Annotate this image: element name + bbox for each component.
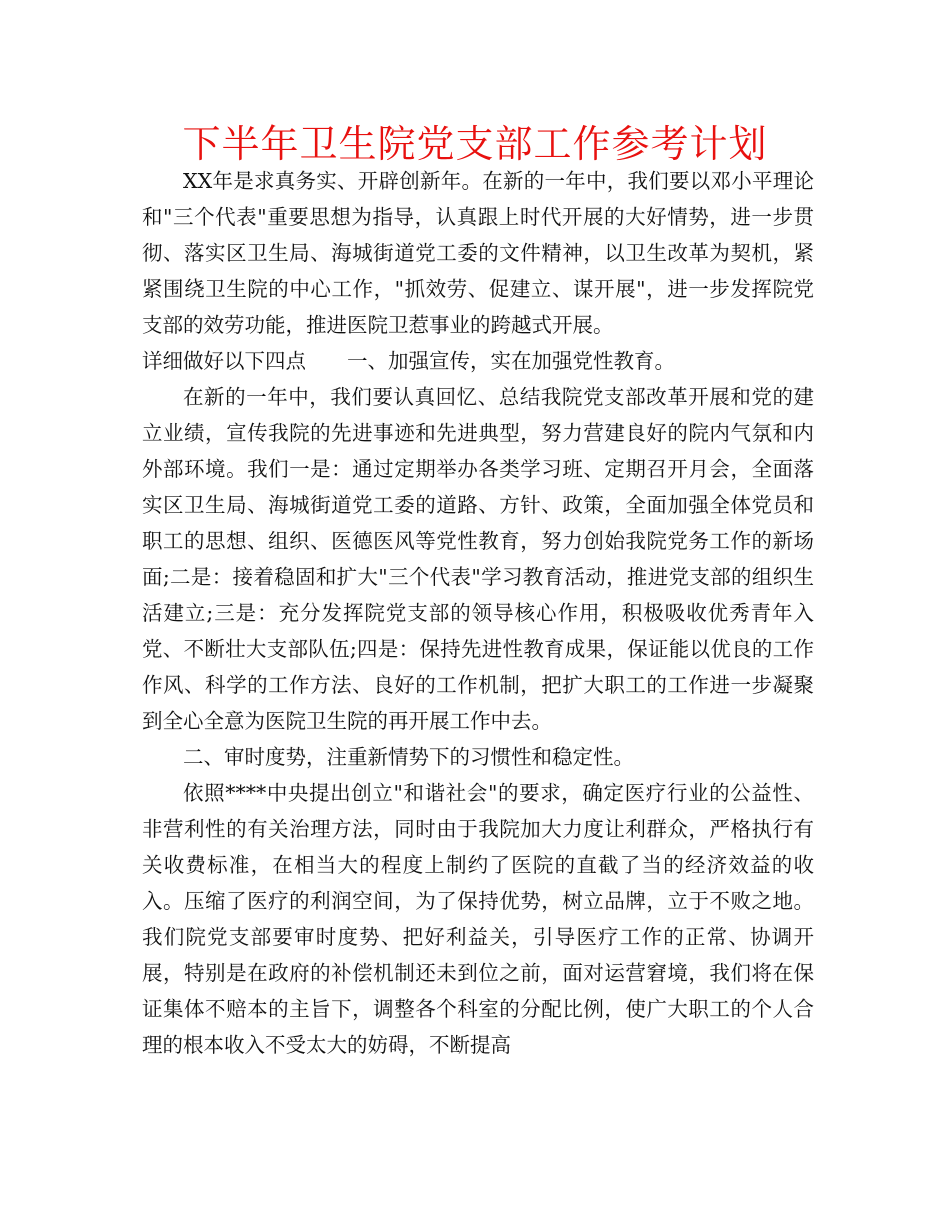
- paragraph-section-two-heading: 二、审时度势，注重新情势下的习惯性和稳定性。: [183, 745, 634, 769]
- paragraph-intro: XX年是求真务实、开辟创新年。在新的一年中，我们要以邓小平理论和"三个代表"重要思想为指导，认真跟上时代开展的大好情势，进一步贯彻、落实区卫生局、海城街道党工委的文件精神，以卫生改革为契机，紧紧围绕卫生院的中心工作，"抓效劳、促建立、谋开展"，进一步发挥院党支部的效劳功能，推进医院卫惹事业的跨越式开展。: [142, 169, 814, 337]
- paragraph-section-one-body: 在新的一年中，我们要认真回忆、总结我院党支部改革开展和党的建立业绩，宣传我院的先进事迹和先进典型，努力营建良好的院内气氛和内外部环境。我们一是：通过定期举办各类学习班、定期召开月会，全面落实区卫生局、海城街道党工委的道路、方针、政策，全面加强全体党员和职工的思想、组织、医德医风等党性教育，努力创始我院党务工作的新场面;二是：接着稳固和扩大"三个代表"学习教育活动，推进党支部的组织生活建立;三是：充分发挥院党支部的领导核心作用，积极吸收优秀青年入党、不断壮大支部队伍;四是：保持先进性教育成果，保证能以优良的工作作风、科学的工作方法、良好的工作机制，把扩大职工的工作进一步凝聚到全心全意为医院卫生院的再开展工作中去。: [142, 385, 814, 733]
- paragraph-section-one-heading: 详细做好以下四点 一、加强宣传，实在加强党性教育。: [142, 349, 675, 373]
- paragraph-section-two-body: 依照****中央提出创立"和谐社会"的要求，确定医疗行业的公益性、非营利性的有关治理方法，同时由于我院加大力度让利群众，严格执行有关收费标准，在相当大的程度上制约了医院的直截了当的经济效益的收入。压缩了医疗的利润空间，为了保持优势，树立品牌，立于不败之地。我们院党支部要审时度势、把好利益关，引导医疗工作的正常、协调开展，特别是在政府的补偿机制还未到位之前，面对运营窘境，我们将在保证集体不赔本的主旨下，调整各个科室的分配比例，使广大职工的个人合理的根本收入不受太大的妨碍，不断提高: [142, 781, 814, 1057]
- document-body: [142, 163, 814, 1063]
- document-title: 下半年卫生院党支部工作参考计划: [182, 122, 768, 166]
